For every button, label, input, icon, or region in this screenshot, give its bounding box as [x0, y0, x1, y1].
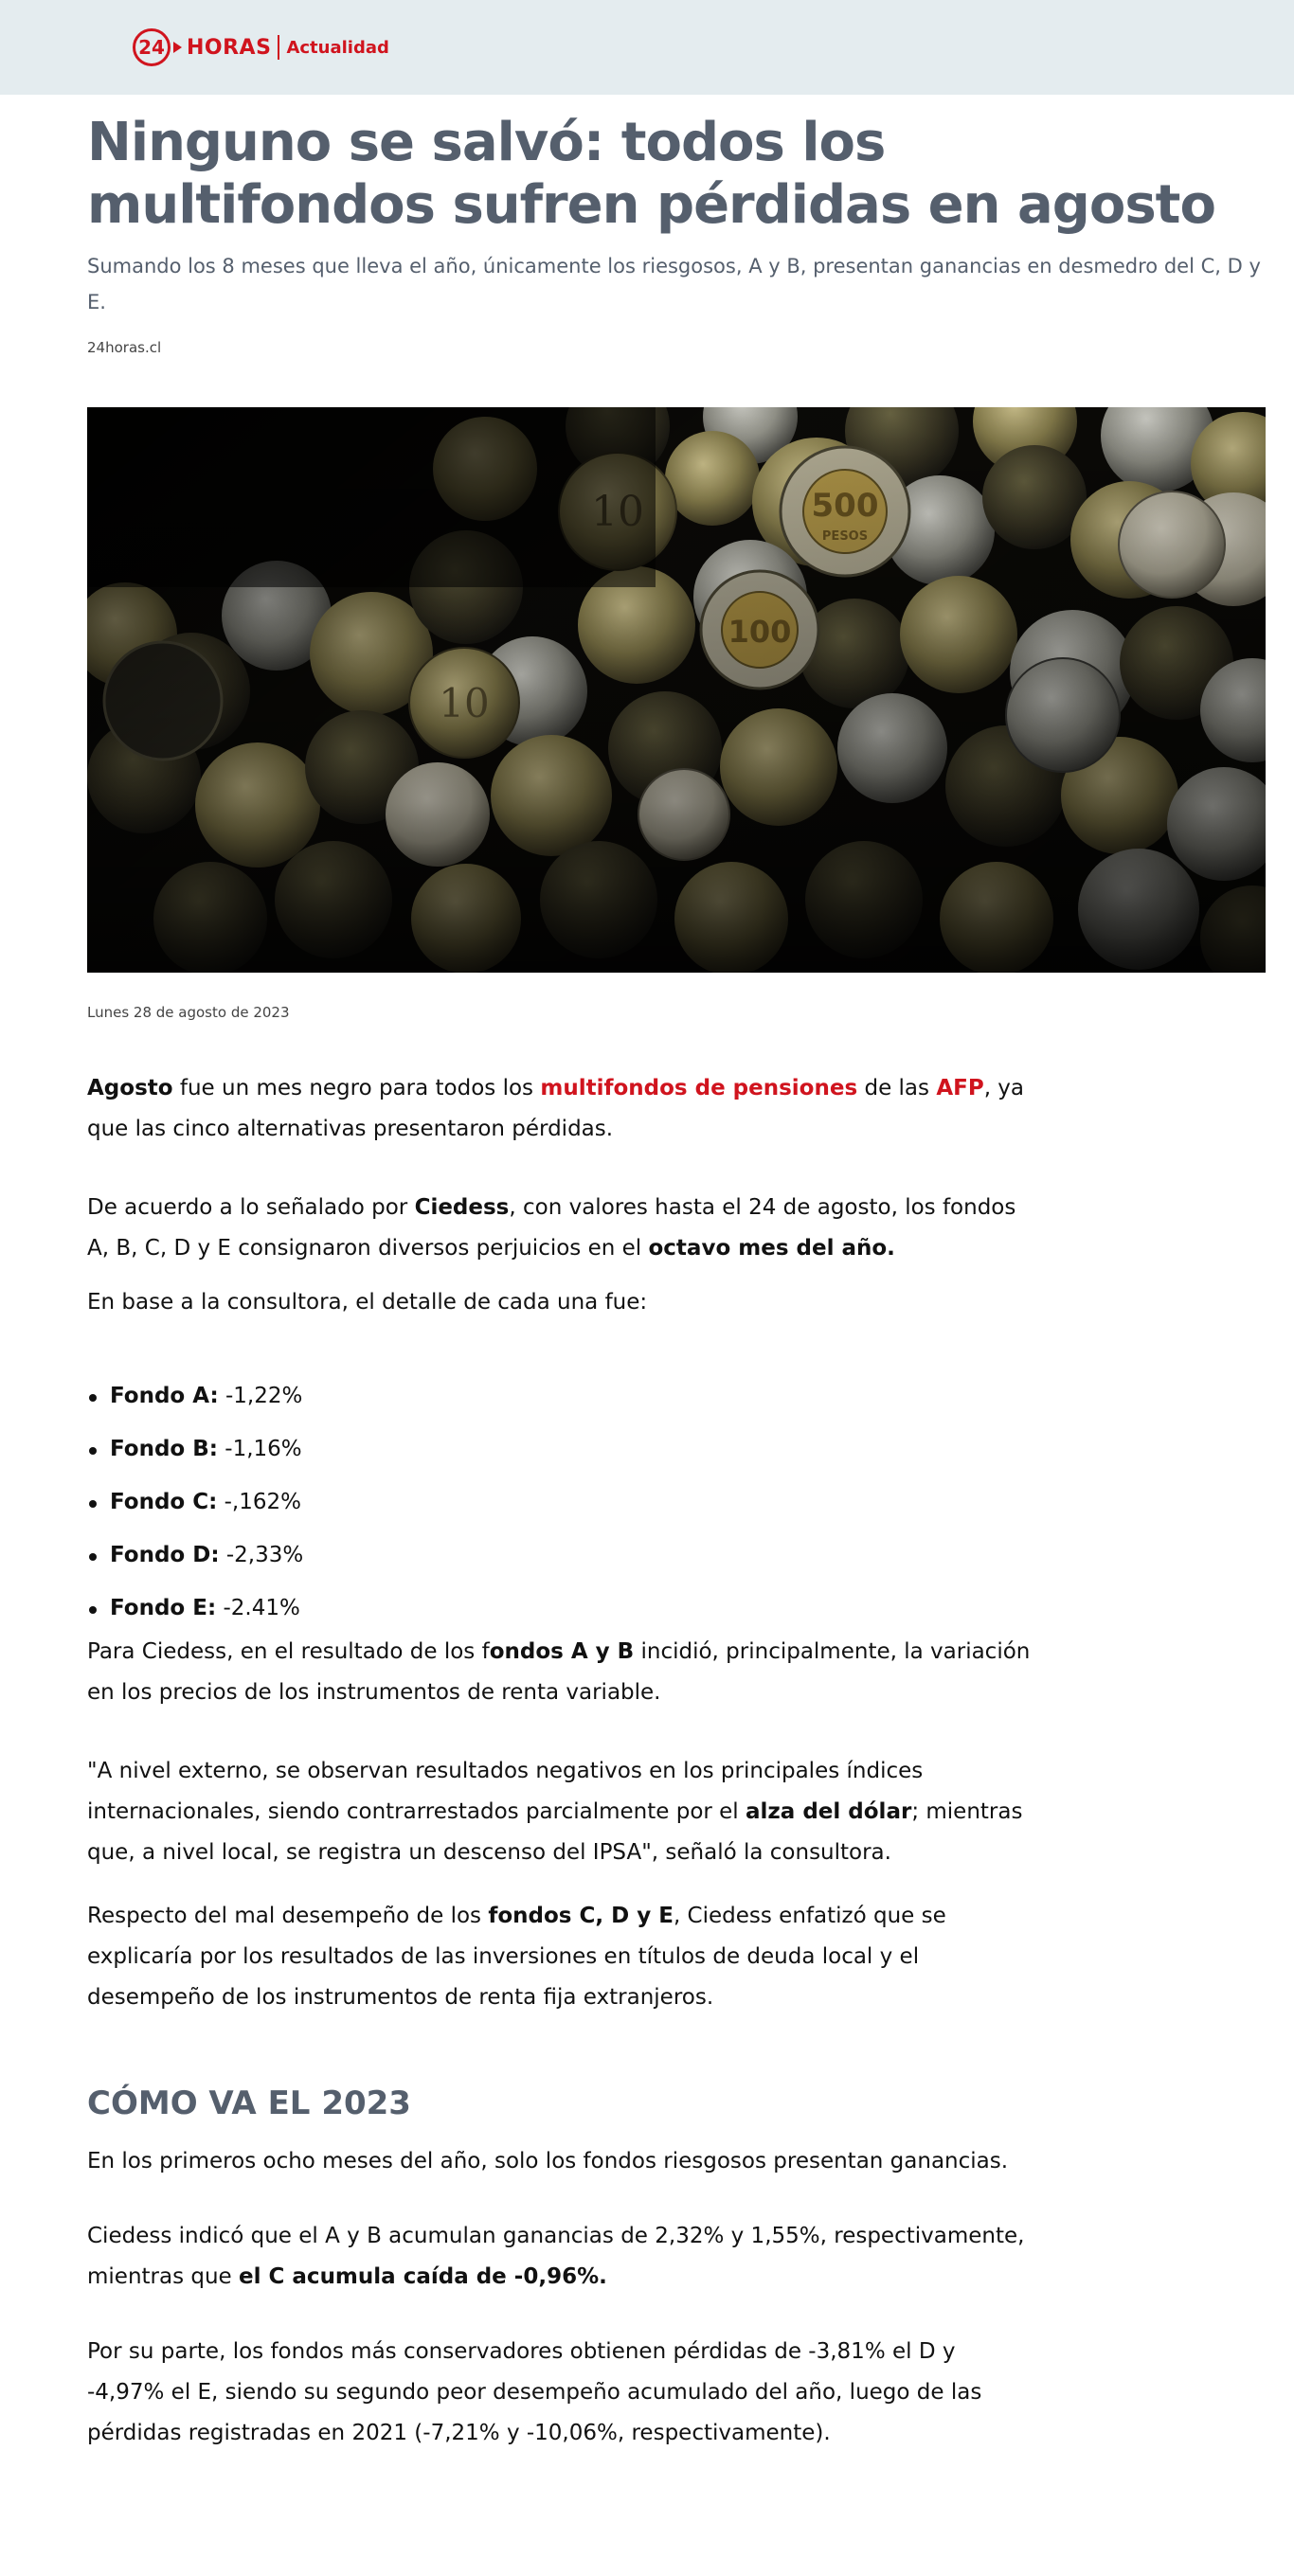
list-item-fondo-d: Fondo D: -2,33% [87, 1535, 1034, 1576]
hero-image [87, 407, 1266, 973]
logo-circle-icon [133, 28, 171, 66]
paragraph-3: En base a la consultora, el detalle de cada una fue: [87, 1290, 648, 1315]
section-link-actualidad[interactable]: Actualidad [286, 37, 389, 58]
paragraph-8: Ciedess indicó que el A y B acumulan ganancias de 2,32% y 1,55%, respectivamente, mientras que el C acumula caída de -0,96%. [87, 2224, 1025, 2289]
list-item-fondo-c: Fondo C: -,162% [87, 1482, 1034, 1523]
article-subtitle: Sumando los 8 meses que lleva el año, únicamente los riesgosos, A y B, presentan ganancias en desmedro del C, D y E. [87, 255, 1261, 313]
article-title: Ninguno se salvó: todos los multifondos sufren pérdidas en agosto [87, 112, 1215, 236]
funds-list [87, 1376, 1034, 1629]
logo-text: HORAS [187, 35, 272, 60]
article-header [87, 112, 1271, 356]
link-multifondos[interactable]: multifondos de pensiones [540, 1076, 858, 1100]
article-source: 24horas.cl [87, 339, 162, 356]
site-header [0, 0, 1294, 95]
article-date: Lunes 28 de agosto de 2023 [87, 1004, 290, 1021]
paragraph-1: Agosto fue un mes negro para todos los multifondos de pensiones de las AFP, ya que las cinco alternativas presentaron pérdidas. [87, 1076, 1025, 1141]
paragraph-2: De acuerdo a lo señalado por Ciedess, con valores hasta el 24 de agosto, los fondos A, B, C, D y E consignaron diversos perjuicios en el octavo mes del año. [87, 1195, 1016, 1261]
logo-divider [278, 35, 279, 60]
paragraph-5: "A nivel externo, se observan resultados negativos en los principales índices internacionales, siendo contrarrestados parcialmente por el alza del dólar; mientras que, a nivel local, se registra un descenso del IPSA", señaló la consultora. [87, 1759, 1023, 1865]
bold-agosto: Agosto [87, 1076, 173, 1100]
list-item-fondo-b: Fondo B: -1,16% [87, 1429, 1034, 1470]
coins-illustration [87, 407, 1266, 973]
section-heading: CÓMO VA EL 2023 [87, 2084, 411, 2122]
paragraph-6: Respecto del mal desempeño de los fondos C, D y E, Ciedess enfatizó que se explicaría por los resultados de las inversiones en títulos de deuda local y el desempeño de los instrumentos de renta fija extranjeros. [87, 1904, 946, 2010]
list-item-fondo-e: Fondo E: -2.41% [87, 1588, 1034, 1629]
paragraph-9: Por su parte, los fondos más conservadores obtienen pérdidas de -3,81% el D y -4,97% el E, siendo su segundo peor desempeño acumulado del año, luego de las pérdidas registradas en 2021 (-7,21% y -10,06%, respectivamente). [87, 2339, 982, 2445]
list-item-fondo-a: Fondo A: -1,22% [87, 1376, 1034, 1417]
site-logo[interactable] [133, 26, 389, 69]
logo-number: 24 [138, 36, 165, 59]
link-afp[interactable]: AFP [936, 1076, 984, 1100]
play-icon [173, 42, 182, 53]
paragraph-7: En los primeros ocho meses del año, solo los fondos riesgosos presentan ganancias. [87, 2149, 1009, 2174]
paragraph-4: Para Ciedess, en el resultado de los fondos A y B incidió, principalmente, la variación en los precios de los instrumentos de renta variable. [87, 1639, 1031, 1705]
article-body [87, 1068, 1034, 2477]
